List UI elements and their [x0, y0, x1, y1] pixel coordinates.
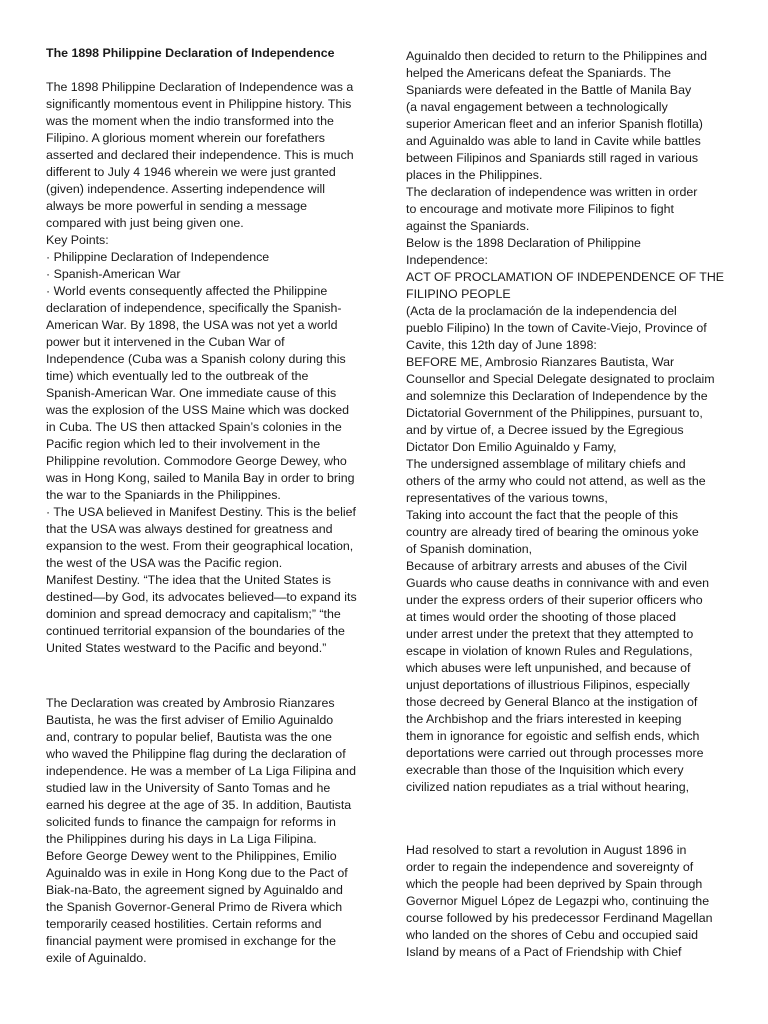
- document-title-block: [46, 45, 368, 62]
- text-line: deportations were carried out through processes more: [406, 746, 704, 760]
- text-line: places in the Philippines.: [406, 168, 543, 182]
- text-line: was in Hong Kong, sailed to Manila Bay in order to bring: [46, 471, 355, 485]
- text-line: them in ignorance for egoistic and selfish ends, which: [406, 729, 700, 743]
- text-line: the Archbishop and the friars interested in keeping: [406, 712, 682, 726]
- text-line: in Cuba. The US then attacked Spain’s colonies in the: [46, 420, 342, 434]
- text-line: · Spanish-American War: [46, 267, 181, 281]
- text-line: helped the Americans defeat the Spaniards. The: [406, 66, 671, 80]
- text-line: Counsellor and Special Delegate designated to proclaim: [406, 372, 715, 386]
- text-line: the west of the USA was the Pacific region.: [46, 556, 283, 570]
- text-line: order to regain the independence and sovereignty of: [406, 860, 694, 874]
- text-line: Cavite, this 12th day of June 1898:: [406, 338, 597, 352]
- text-line: those decreed by General Blanco at the instigation of: [406, 695, 698, 709]
- text-line: representatives of the various towns,: [406, 491, 608, 505]
- text-line: United States westward to the Pacific and beyond.”: [46, 641, 327, 655]
- text-line: (given) independence. Asserting independence will: [46, 182, 325, 196]
- declaration-context-paragraph: [406, 48, 728, 796]
- text-line: pueblo Filipino) In the town of Cavite-Viejo, Province of: [406, 321, 707, 335]
- text-line: under the express orders of their superior officers who: [406, 593, 703, 607]
- text-line: Spanish-American War. One immediate cause of this: [46, 386, 337, 400]
- text-line: FILIPINO PEOPLE: [406, 287, 511, 301]
- text-line: the Spanish Governor-General Primo de Rivera which: [46, 900, 343, 914]
- text-line: which the people had been deprived by Spain through: [406, 877, 703, 891]
- text-line: exile of Aguinaldo.: [46, 951, 147, 965]
- text-line: Before George Dewey went to the Philippines, Emilio: [46, 849, 337, 863]
- text-line: destined—by God, its advocates believed—to expand its: [46, 590, 357, 604]
- text-line: the Philippines during his days in La Liga Filipina.: [46, 832, 317, 846]
- intro-paragraph: [46, 79, 368, 657]
- text-line: who landed on the shores of Cebu and occupied said: [406, 928, 699, 942]
- text-line: Taking into account the fact that the people of this: [406, 508, 679, 522]
- text-line: Dictator Don Emilio Aguinaldo y Famy,: [406, 440, 617, 454]
- text-line: compared with just being given one.: [46, 216, 244, 230]
- text-line: Below is the 1898 Declaration of Philippine: [406, 236, 641, 250]
- text-line: · World events consequently affected the Philippine: [46, 284, 328, 298]
- text-line: Bautista, he was the first adviser of Emilio Aguinaldo: [46, 713, 334, 727]
- text-line: Dictatorial Government of the Philippines, pursuant to,: [406, 406, 703, 420]
- text-line: and by virtue of, a Decree issued by the Egregious: [406, 423, 684, 437]
- text-line: and Aguinaldo was able to land in Cavite while battles: [406, 134, 701, 148]
- text-line: Aguinaldo then decided to return to the Philippines and: [406, 49, 708, 63]
- text-line: time) which eventually led to the outbreak of the: [46, 369, 309, 383]
- text-line: was the moment when the indio transformed into the: [46, 114, 334, 128]
- text-line: The Declaration was created by Ambrosio Rianzares: [46, 696, 335, 710]
- text-line: ACT OF PROCLAMATION OF INDEPENDENCE OF THE: [406, 270, 725, 284]
- text-line: different to July 4 1946 wherein we were just granted: [46, 165, 336, 179]
- text-line: Because of arbitrary arrests and abuses of the Civil: [406, 559, 687, 573]
- text-line: to encourage and motivate more Filipinos to fight: [406, 202, 674, 216]
- text-line: · Philippine Declaration of Independence: [46, 250, 270, 264]
- text-line: Island by means of a Pact of Friendship with Chief: [406, 945, 682, 959]
- text-line: escape in violation of known Rules and Regulations,: [406, 644, 693, 658]
- text-line: (a naval engagement between a technologically: [406, 100, 668, 114]
- text-line: asserted and declared their independence. This is much: [46, 148, 354, 162]
- text-line: studied law in the University of Santo Tomas and he: [46, 781, 331, 795]
- text-line: and solemnize this Declaration of Independence by the: [406, 389, 708, 403]
- text-line: was the explosion of the USS Maine which was docked: [46, 403, 350, 417]
- text-line: that the USA was always destined for greatness and: [46, 522, 333, 536]
- declaration-author-paragraph: [46, 695, 368, 967]
- text-line: power but it intervened in the Cuban War of: [46, 335, 285, 349]
- text-line: Biak-na-Bato, the agreement signed by Aguinaldo and: [46, 883, 343, 897]
- text-line: civilized nation repudiates as a trial without hearing,: [406, 780, 690, 794]
- text-line: country are already tired of bearing the ominous yoke: [406, 525, 699, 539]
- text-line: Pacific region which led to their involvement in the: [46, 437, 321, 451]
- text-line: · The USA believed in Manifest Destiny. This is the belief: [46, 505, 356, 519]
- text-line: against the Spaniards.: [406, 219, 530, 233]
- text-line: dominion and spread democracy and capitalism;” “the: [46, 607, 341, 621]
- text-line: Governor Miguel López de Legazpi who, continuing the: [406, 894, 710, 908]
- text-line: The declaration of independence was written in order: [406, 185, 698, 199]
- text-line: financial payment were promised in exchange for the: [46, 934, 336, 948]
- text-line: expansion to the west. From their geographical location,: [46, 539, 354, 553]
- text-line: between Filipinos and Spaniards still raged in various: [406, 151, 699, 165]
- text-line: significantly momentous event in Philippine history. This: [46, 97, 352, 111]
- text-line: declaration of independence, specifically the Spanish-: [46, 301, 342, 315]
- text-line: Manifest Destiny. “The idea that the United States is: [46, 573, 331, 587]
- text-line: at times would order the shooting of those placed: [406, 610, 677, 624]
- text-line: Had resolved to start a revolution in August 1896 in: [406, 843, 687, 857]
- text-line: of Spanish domination,: [406, 542, 533, 556]
- text-line: which abuses were left unpunished, and because of: [406, 661, 691, 675]
- text-line: the war to the Spaniards in the Philippines.: [46, 488, 281, 502]
- text-line: Guards who cause deaths in connivance with and even: [406, 576, 710, 590]
- text-line: Aguinaldo was in exile in Hong Kong due to the Pact of: [46, 866, 348, 880]
- text-line: superior American fleet and an inferior Spanish flotilla): [406, 117, 703, 131]
- text-line: independence. He was a member of La Liga Filipina and: [46, 764, 356, 778]
- text-line: Independence (Cuba was a Spanish colony during this: [46, 352, 346, 366]
- text-line: unjust deportations of illustrious Filipinos, especially: [406, 678, 690, 692]
- text-line: Spaniards were defeated in the Battle of Manila Bay: [406, 83, 692, 97]
- text-line: course followed by his predecessor Ferdinand Magellan: [406, 911, 713, 925]
- text-line: (Acta de la proclamación de la independencia del: [406, 304, 677, 318]
- text-line: execrable than those of the Inquisition which every: [406, 763, 684, 777]
- text-line: under arrest under the pretext that they attempted to: [406, 627, 694, 641]
- text-line: Independence:: [406, 253, 488, 267]
- text-line: Philippine revolution. Commodore George Dewey, who: [46, 454, 347, 468]
- text-line: The undersigned assemblage of military chiefs and: [406, 457, 686, 471]
- text-line: and, contrary to popular belief, Bautista was the one: [46, 730, 332, 744]
- revolution-paragraph: [406, 842, 728, 961]
- text-line: others of the army who could not attend, as well as the: [406, 474, 706, 488]
- text-line: temporarily ceased hostilities. Certain reforms and: [46, 917, 322, 931]
- text-line: solicited funds to finance the campaign for reforms in: [46, 815, 336, 829]
- text-line: earned his degree at the age of 35. In addition, Bautista: [46, 798, 352, 812]
- text-line: Key Points:: [46, 233, 109, 247]
- text-line: always be more powerful in sending a message: [46, 199, 308, 213]
- document-title: The 1898 Philippine Declaration of Independence: [46, 46, 335, 60]
- text-line: The 1898 Philippine Declaration of Independence was a: [46, 80, 354, 94]
- text-line: who waved the Philippine flag during the declaration of: [46, 747, 346, 761]
- text-line: BEFORE ME, Ambrosio Rianzares Bautista, War: [406, 355, 675, 369]
- text-line: continued territorial expansion of the boundaries of the: [46, 624, 345, 638]
- text-line: American War. By 1898, the USA was not yet a world: [46, 318, 338, 332]
- text-line: Filipino. A glorious moment wherein our forefathers: [46, 131, 325, 145]
